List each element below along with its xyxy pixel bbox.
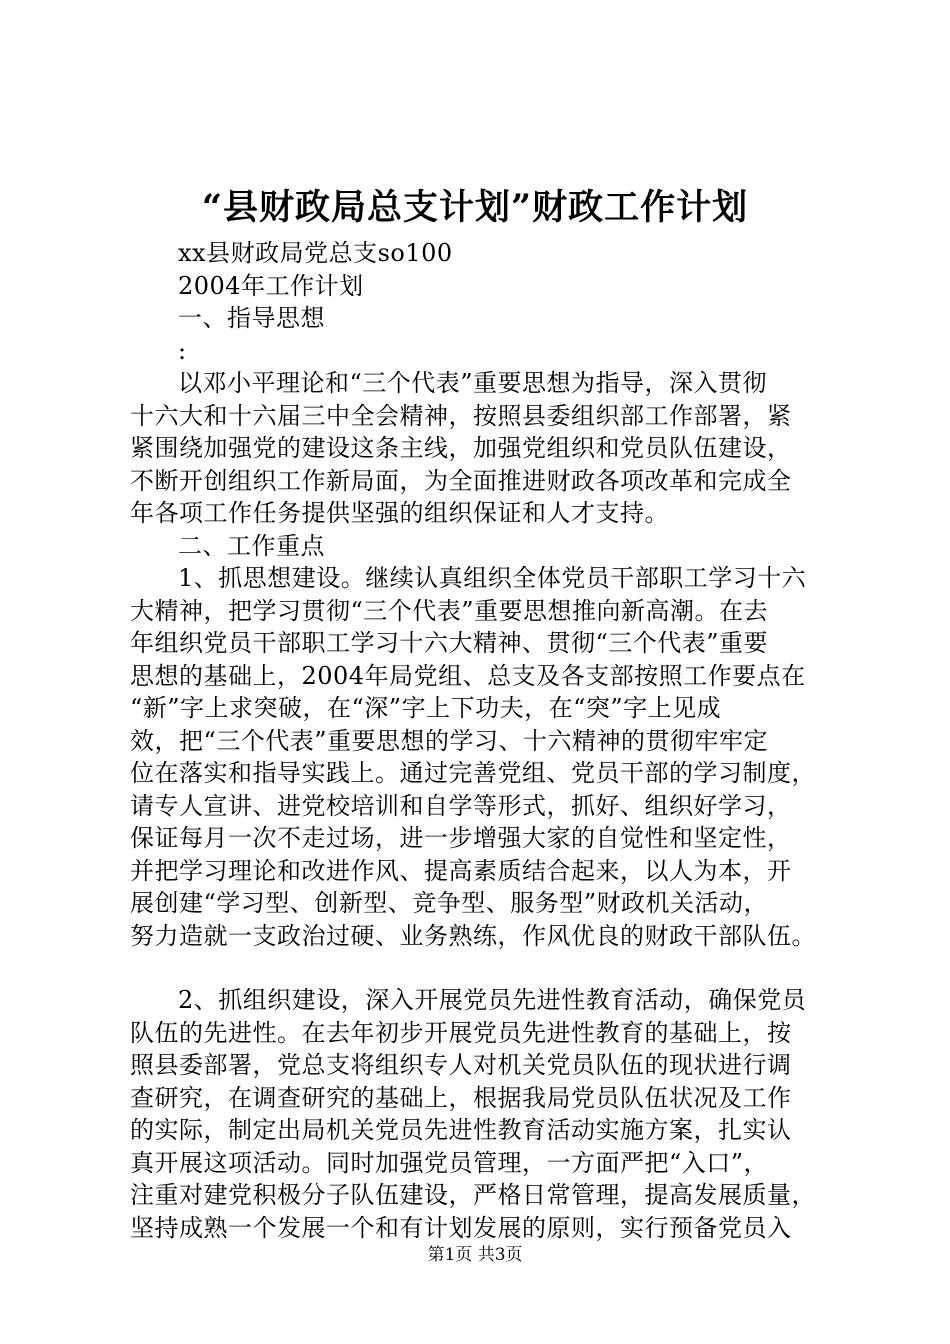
paragraph-line: 坚持成熟一个发展一个和有计划发展的原则，实行预备党员入 <box>130 1213 792 1242</box>
paragraph-line: 以邓小平理论和“三个代表”重要思想为指导，深入贯彻 <box>178 369 768 397</box>
paragraph-line: 真开展这项活动。同时加强党员管理，一方面严把“入口”， <box>130 1148 769 1177</box>
paragraph-line: 不断开创组织工作新局面，为全面推进财政各项改革和完成全 <box>130 466 792 495</box>
paragraph-line: 照县委部署，党总支将组织专人对机关党员队伍的现状进行调 <box>130 1051 792 1079</box>
paragraph-line: 2、抓组织建设，深入开展党员先进性教育活动，确保党员 <box>178 986 807 1014</box>
paragraph-line: 保证每月一次不走过场，进一步增强大家的自觉性和坚定性， <box>130 824 792 852</box>
header-line: : <box>178 336 187 365</box>
paragraph-line: 注重对建党积极分子队伍建设，严格日常管理，提高发展质量， <box>130 1181 816 1209</box>
paragraph-line: 年组织党员干部职工学习十六大精神、贯彻“三个代表”重要 <box>130 629 769 657</box>
paragraph-line: 的实际，制定出局机关党员先进性教育活动实施方案，扎实认 <box>130 1116 792 1144</box>
paragraph-line: 紧围绕加强党的建设这条主线，加强党组织和党员队伍建设， <box>130 434 792 462</box>
paragraph-line: 思想的基础上，2004年局党组、总支及各支部按照工作要点在 <box>130 661 806 690</box>
paragraph-line: 1、抓思想建设。继续认真组织全体党员干部职工学习十六 <box>178 564 807 592</box>
paragraph-line: 查研究，在调查研究的基础上，根据我局党员队伍状况及工作 <box>130 1083 792 1112</box>
document-body <box>130 237 830 1244</box>
paragraph-line: 队伍的先进性。在去年初步开展党员先进性教育的基础上，按 <box>130 1018 792 1047</box>
paragraph-line: 十六大和十六届三中全会精神，按照县委组织部工作部署，紧 <box>130 401 792 430</box>
section1-heading: 一、指导思想 <box>178 304 325 332</box>
paragraph-line: “新”字上求突破，在“深”字上下功夫，在“突”字上见成 <box>130 694 722 722</box>
section2-heading: 二、工作重点 <box>178 531 325 560</box>
paragraph-line: 并把学习理论和改进作风、提高素质结合起来，以人为本，开 <box>130 856 792 885</box>
paragraph-gap <box>130 952 830 984</box>
paragraph-line: 效，把“三个代表”重要思想的学习、十六精神的贯彻牢牢定 <box>130 726 769 755</box>
paragraph-line: 年各项工作任务提供坚强的组织保证和人才支持。 <box>130 499 669 527</box>
page-number-footer: 第1页 共3页 <box>427 1245 523 1265</box>
header-line: xx县财政局党总支so100 <box>178 239 453 267</box>
header-line: 2004年工作计划 <box>178 271 364 300</box>
paragraph-line: 大精神，把学习贯彻“三个代表”重要思想推向新高潮。在去 <box>130 596 769 625</box>
paragraph-line: 展创建“学习型、创新型、竞争型、服务型”财政机关活动， <box>130 889 769 917</box>
paragraph-line: 努力造就一支政治过硬、业务熟练，作风优良的财政干部队伍。 <box>130 921 816 950</box>
paragraph-line: 请专人宣讲、进党校培训和自学等形式，抓好、组织好学习， <box>130 791 792 820</box>
paragraph-line: 位在落实和指导实践上。通过完善党组、党员干部的学习制度， <box>130 759 816 787</box>
document-title: “县财政局总支计划”财政工作计划 <box>201 187 749 228</box>
